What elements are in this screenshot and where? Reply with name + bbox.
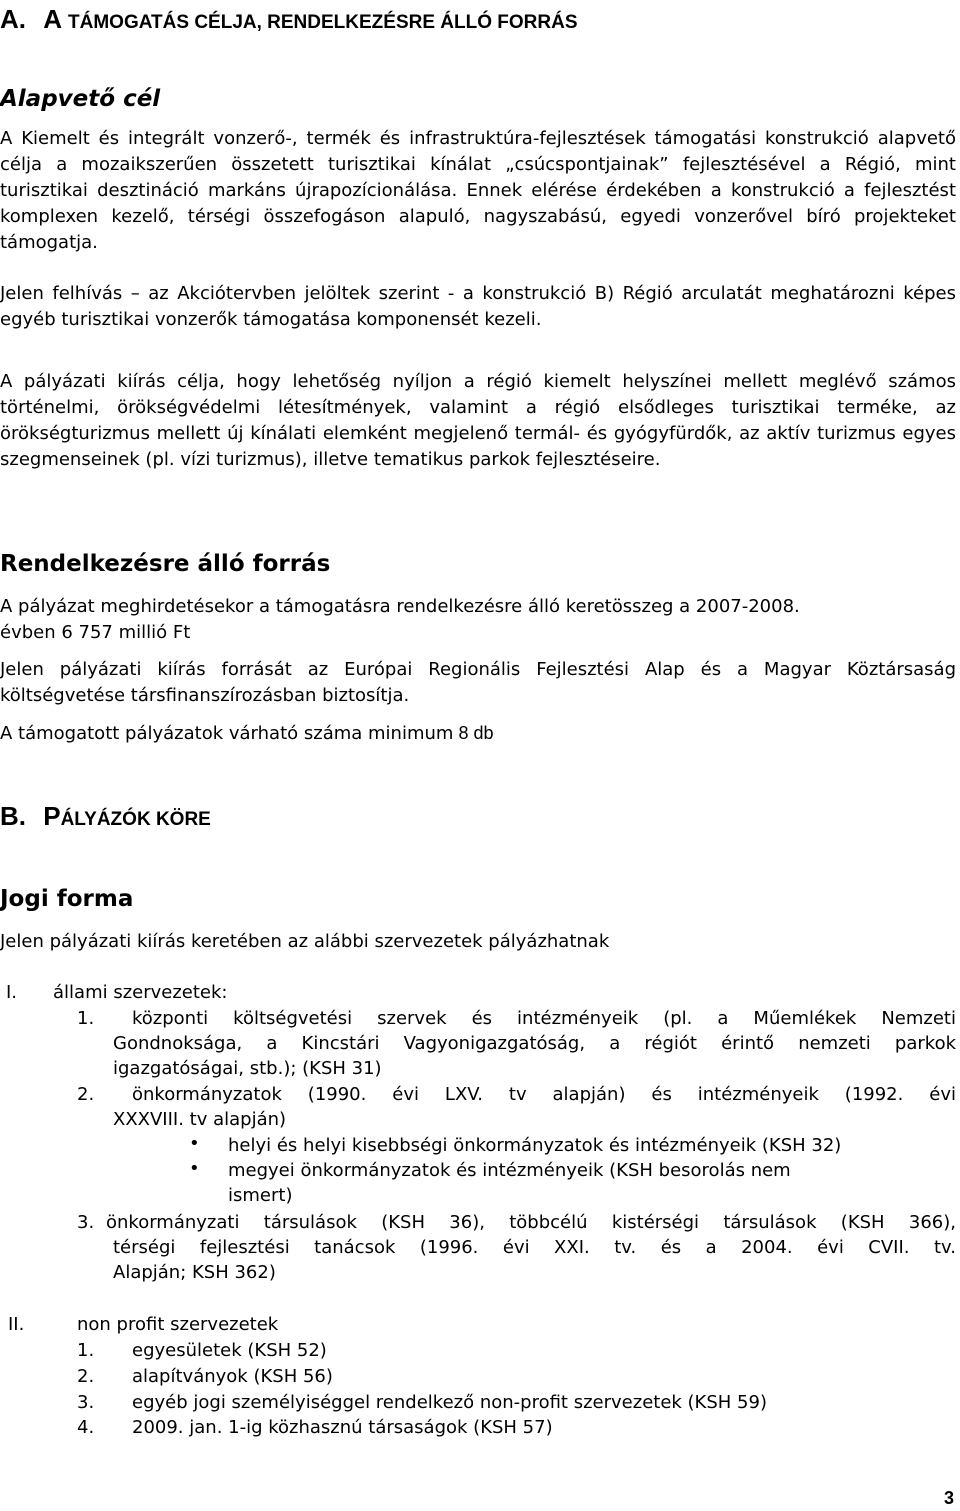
- group-1-bullet-2-line-1: megyei önkormányzatok és intézményeik (KSH besorolás nem: [228, 1160, 791, 1181]
- group-1-bullet-2-line-2: ismert): [228, 1185, 293, 1206]
- section-a-letter: A.: [0, 4, 26, 34]
- group-1-item-2-line-1: önkormányzatok (1990. évi LXV. tv alapján) és intézményeik (1992. évi: [132, 1084, 956, 1105]
- group-2-item-number: 2.: [77, 1366, 95, 1387]
- forras-paragraph-3-main: A támogatott pályázatok várható száma minimum: [0, 723, 454, 744]
- group-1-item-1-line-1: központi költségvetési szervek és intézményeik (pl. a Műemlékek Nemzeti: [132, 1008, 956, 1029]
- group-2-number: II.: [8, 1314, 25, 1335]
- section-b-title-initial: P: [43, 801, 61, 831]
- group-1-item-3-line-3: Alapján; KSH 362): [113, 1262, 276, 1283]
- group-1-bullet-1: helyi és helyi kisebbségi önkormányzatok és intézményeik (KSH 32): [228, 1135, 842, 1156]
- group-2-item-text: egyéb jogi személyiséggel rendelkező non-profit szervezetek (KSH 59): [132, 1392, 767, 1413]
- jogi-forma-heading: Jogi forma: [0, 886, 134, 912]
- group-1-item-3-line-1: önkormányzati társulások (KSH 36), többcélú kistérségi társulások (KSH 366),: [106, 1212, 956, 1233]
- group-1-item-1-line-2: Gondnoksága, a Kincstári Vagyonigazgatóság, a régiót érintő nemzeti parkok: [113, 1033, 956, 1054]
- bullet-icon: •: [189, 1133, 200, 1154]
- group-2-item-number: 3.: [77, 1392, 95, 1413]
- group-1-item-1-line-3: igazgatóságai, stb.); (KSH 31): [113, 1058, 382, 1079]
- forras-heading: Rendelkezésre álló forrás: [0, 551, 331, 577]
- group-2-item-number: 1.: [77, 1340, 95, 1361]
- forras-paragraph-1-line-1: A pályázat meghirdetésekor a támogatásra rendelkezésre álló keretösszeg a 2007-2008.: [0, 596, 800, 617]
- section-a-title-initial: A: [43, 4, 63, 34]
- group-2-item-text: egyesületek (KSH 52): [132, 1340, 327, 1361]
- group-1-number: I.: [6, 982, 18, 1003]
- group-2-item-text: 2009. jan. 1-ig közhasznú társaságok (KSH 57): [132, 1417, 553, 1438]
- group-1-label: állami szervezetek:: [53, 982, 228, 1003]
- section-a-title: TÁMOGATÁS CÉLJA, RENDELKEZÉSRE ÁLLÓ FORRÁS: [68, 12, 578, 33]
- group-2-label: non profit szervezetek: [77, 1314, 279, 1335]
- alapveto-cel-heading: Alapvető cél: [0, 86, 161, 112]
- section-b-title: ÁLYÁZÓK KÖRE: [60, 809, 211, 830]
- alapveto-paragraph-3: A pályázati kiírás célja, hogy lehetőség nyíljon a régió kiemelt helyszínei mellett meglévő számos történelmi, örökségvédelmi létesítmények, valamint a régió elsődleges turisztikai terméke, az örökségturizmus mellett új kínálati elemként megjelenő termál- és gyógyfürdők, az aktív turizmus egyes szegmenseinek (pl. vízi turizmus), illetve tematikus parkok fejlesztéseire.: [0, 371, 956, 470]
- forras-paragraph-3: [0, 721, 493, 746]
- forras-paragraph-1-line-2: évben 6 757 millió Ft: [0, 622, 191, 643]
- section-b-letter: B.: [0, 801, 26, 831]
- page-number: 3: [943, 1488, 954, 1508]
- group-1-item-1-number: 1.: [77, 1008, 95, 1029]
- group-1-item-2-number: 2.: [77, 1084, 95, 1105]
- group-1-item-3-number: 3.: [77, 1212, 95, 1233]
- alapveto-paragraph-1: A Kiemelt és integrált vonzerő-, termék és infrastruktúra-fejlesztések támogatási konstrukció alapvető célja a mozaikszerűen összetett turisztikai kínálat „csúcspontjainak” fejlesztésével a Régió, mint turisztikai desztináció markáns újrapozícionálása. Ennek elérése érdekében a konstrukció a fejlesztést komplexen kezelő, térségi összefogáson alapuló, nagyszabású, egyedi vonzerővel bíró projekteket támogatja.: [0, 128, 956, 253]
- section-b-heading: [0, 801, 211, 832]
- jogi-intro: Jelen pályázati kiírás keretében az alábbi szervezetek pályázhatnak: [0, 931, 610, 952]
- group-2-item-text: alapítványok (KSH 56): [132, 1366, 333, 1387]
- forras-paragraph-2: Jelen pályázati kiírás forrását az Európai Regionális Fejlesztési Alap és a Magyar Köztársaság költségvetése társfinanszírozásban biztosítja.: [0, 659, 956, 706]
- group-2-item-number: 4.: [77, 1417, 95, 1438]
- forras-paragraph-3-tail: 8 db: [453, 723, 494, 743]
- bullet-icon: •: [189, 1158, 200, 1179]
- group-1-item-3-line-2: térségi fejlesztési tanácsok (1996. évi XXI. tv. és a 2004. évi CVII. tv.: [113, 1237, 956, 1258]
- alapveto-paragraph-2: Jelen felhívás – az Akciótervben jelöltek szerint - a konstrukció B) Régió arculatát meghatározni képes egyéb turisztikai vonzerők támogatása komponensét kezeli.: [0, 283, 956, 330]
- group-1-item-2-line-2: XXXVIII. tv alapján): [113, 1109, 287, 1130]
- section-a-heading: [0, 4, 578, 35]
